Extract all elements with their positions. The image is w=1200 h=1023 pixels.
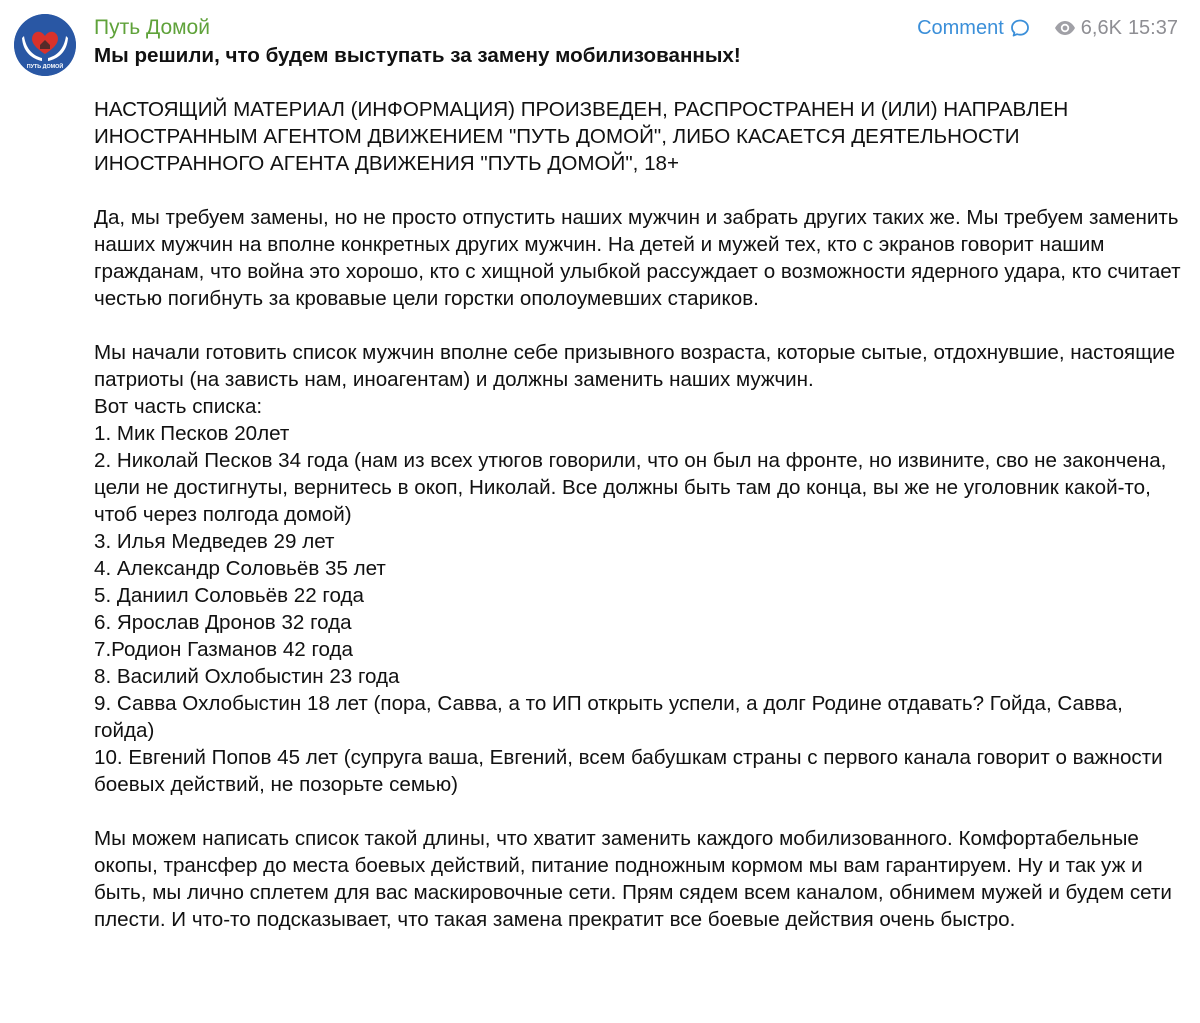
views-value: 6,6K [1080,16,1122,39]
paragraph-closing: Мы можем написать список такой длины, что хватит заменить каждого мобилизованного. Комфортабельные окопы, трансфер до места боевых действий, питание подножным кормом мы вам гарантируем. Ну и так уж и быть, мы лично сплетем для вас маскировочные сети. Прям сядем всем каналом, обнимем мужей и будем сети плести. И что-то подсказывает, что такая замена прекратит все боевые действия очень быстро. [94,827,1172,931]
channel-logo-icon [14,14,76,76]
post-meta [917,14,1178,42]
list-item: 3. Илья Медведев 29 лет [94,530,335,553]
list-item: 1. Мик Песков 20лет [94,422,290,445]
comment-button[interactable] [917,17,1030,40]
post-title: Мы решили, что будем выступать за замену мобилизованных! [94,44,741,67]
list-item: 5. Даниил Соловьёв 22 года [94,584,364,607]
list-item: 6. Ярослав Дронов 32 года [94,611,352,634]
paragraph-list-intro: Мы начали готовить список мужчин вполне себе призывного возраста, которые сытые, отдохнувшие, настоящие патриоты (на зависть нам, иноагентам) и должны заменить наших мужчин. [94,341,1176,391]
views-counter [1054,17,1122,40]
comment-bubble-icon [1010,18,1030,38]
eye-icon [1054,20,1076,36]
list-item: 2. Николай Песков 34 года (нам из всех утюгов говорили, что он был на фронте, но извините, сво не закончена, цели не достигнуты, вернитесь в окоп, Николай. Все должны быть там до конца, вы же не уголовник какой-то, чтоб через полгода домой) [94,449,1167,526]
list-item: 10. Евгений Попов 45 лет (супруга ваша, Евгений, всем бабушкам страны с первого канала говорит о важности боевых действий, не позорьте семью) [94,746,1163,796]
list-item: 8. Василий Охлобыстин 23 года [94,665,400,688]
post-body [94,42,1184,933]
list-item: 4. Александр Соловьёв 35 лет [94,557,386,580]
list-item: 7.Родион Газманов 42 года [94,638,353,661]
list-heading: Вот часть списка: [94,395,263,418]
foreign-agent-disclaimer: НАСТОЯЩИЙ МАТЕРИАЛ (ИНФОРМАЦИЯ) ПРОИЗВЕДЕН, РАСПРОСТРАНЕН И (ИЛИ) НАПРАВЛЕН ИНОСТРАННЫМ АГЕНТОМ ДВИЖЕНИЕМ "ПУТЬ ДОМОЙ", ЛИБО КАСАЕТСЯ ДЕЯТЕЛЬНОСТИ ИНОСТРАННОГО АГЕНТА ДВИЖЕНИЯ "ПУТЬ ДОМОЙ", 18+ [94,98,1069,175]
paragraph-demand: Да, мы требуем замены, но не просто отпустить наших мужчин и забрать других таких же. Мы требуем заменить наших мужчин на вполне конкретных других мужчин. На детей и мужей тех, кто с экранов говорит нашим гражданам, что война это хорошо, кто с хищной улыбкой рассуждает о возможности ядерного удара, кто считает честью погибнуть за кровавые цели горстки ополоумевших стариков. [94,206,1181,310]
channel-name[interactable]: Путь Домой [94,16,210,39]
list-item: 9. Савва Охлобыстин 18 лет (пора, Савва, а то ИП открыть успели, а долг Родине отдавать? Гойда, Савва, гойда) [94,692,1123,742]
avatar-caption: ПУТЬ ДОМОЙ [26,64,64,70]
post-time: 15:37 [1127,16,1178,39]
comment-label: Comment [917,16,1004,39]
channel-avatar[interactable] [14,14,76,76]
